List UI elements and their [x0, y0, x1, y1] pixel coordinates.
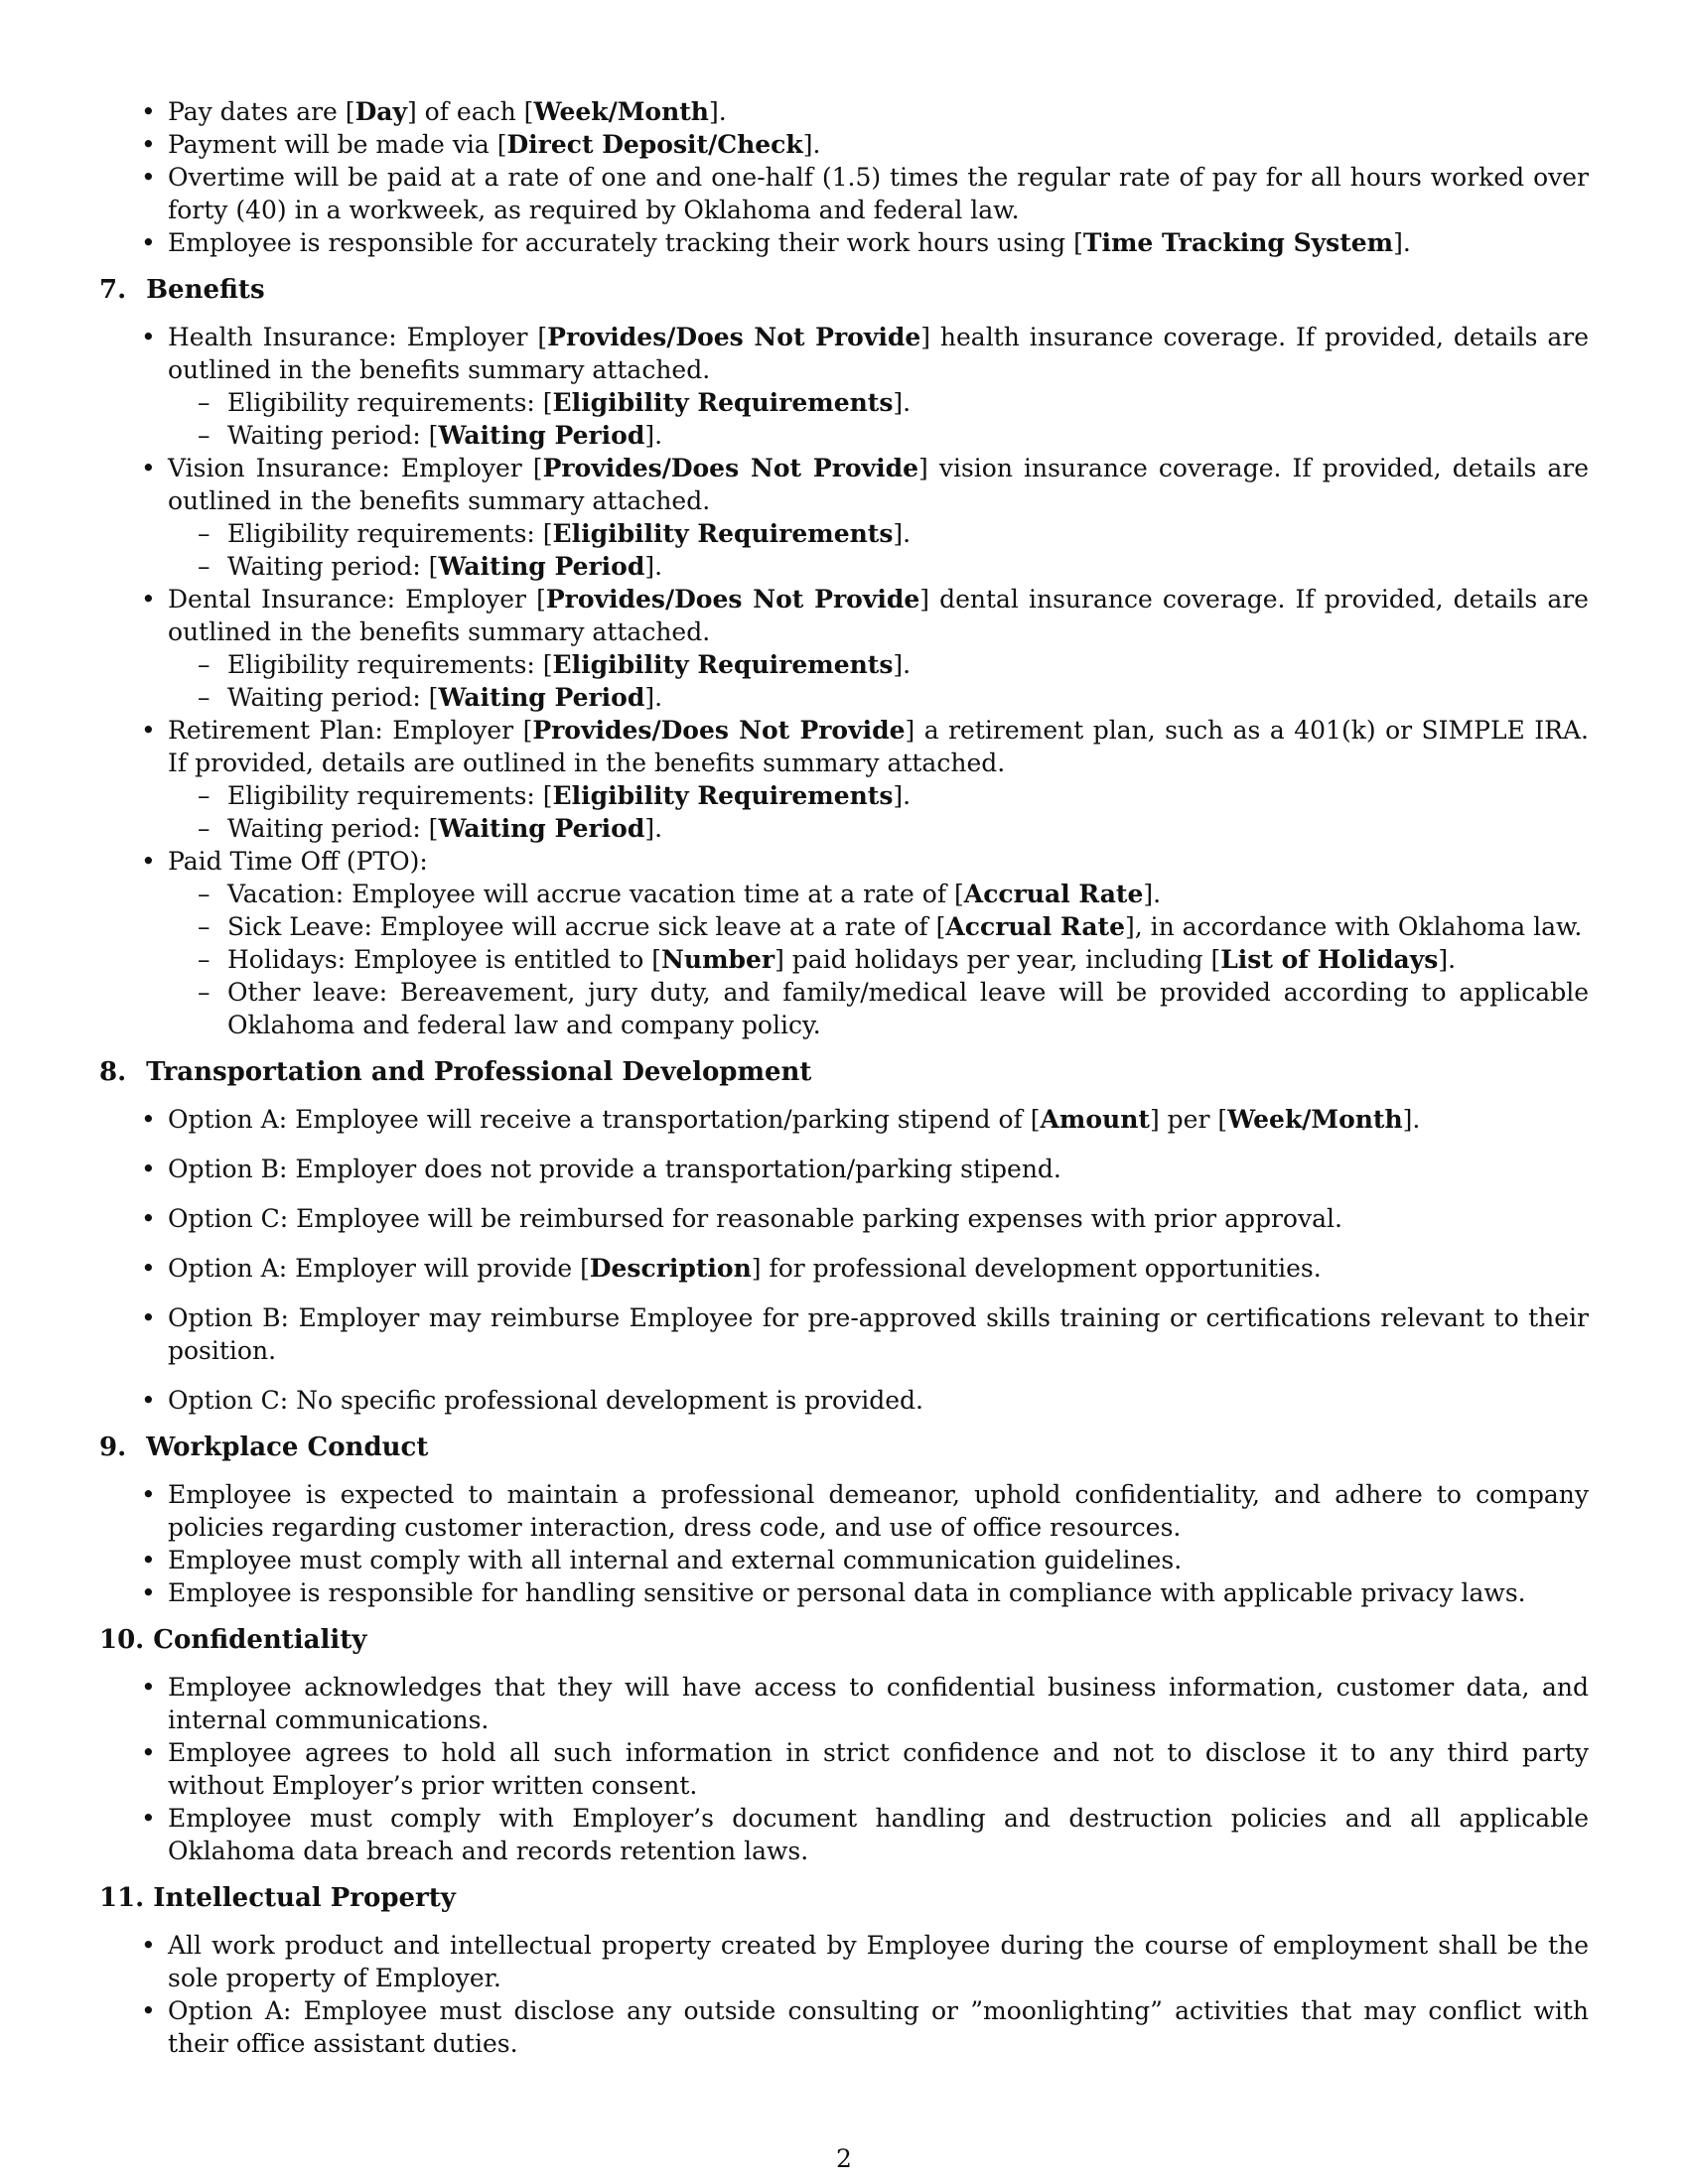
list-item [99, 1252, 1589, 1285]
text-segment: ]. [893, 650, 912, 679]
sub-list-item [168, 517, 1589, 550]
text-segment: ] dental insurance coverage. If provided, details are outlined in the benefits summary attached. [168, 585, 1589, 646]
list-item [99, 1202, 1589, 1235]
text-segment: ]. [802, 130, 821, 159]
text-segment: ] per [ [1149, 1105, 1228, 1134]
text-segment: ]. [644, 814, 663, 843]
list-item [99, 1671, 1589, 1736]
sub-list-item [168, 812, 1589, 845]
text-segment: All work product and intellectual property created by Employee during the course of employment shall be the sole property of Employer. [168, 1931, 1589, 1992]
placeholder-field: Waiting Period [438, 683, 645, 712]
sub-list-item [168, 910, 1589, 943]
placeholder-field: Week/Month [1227, 1105, 1403, 1134]
placeholder-field: Provides/Does Not Provide [547, 323, 921, 351]
text-segment: ]. [644, 683, 663, 712]
text-segment: ] health insurance coverage. If provided, details are outlined in the benefits summary attached. [168, 323, 1589, 384]
placeholder-field: Waiting Period [438, 421, 645, 450]
text-segment: ] for professional development opportunities. [751, 1254, 1322, 1283]
sub-list-item [168, 976, 1589, 1041]
text-segment: ]. [644, 421, 663, 450]
placeholder-field: Accrual Rate [963, 880, 1144, 908]
text-segment: Option B: Employer does not provide a transportation/parking stipend. [168, 1155, 1061, 1183]
sub-list-item [168, 878, 1589, 910]
pay-list [99, 95, 1589, 259]
list-item [99, 1153, 1589, 1185]
text-segment: Sick Leave: Employee will accrue sick leave at a rate of [ [227, 912, 946, 941]
placeholder-field: Week/Month [533, 97, 709, 126]
text-segment: Option A: Employee will receive a transportation/parking stipend of [ [168, 1105, 1041, 1134]
list-item [99, 452, 1589, 583]
text-segment: Option C: Employee will be reimbursed for reasonable parking expenses with prior approval. [168, 1204, 1342, 1233]
text-segment: ]. [644, 552, 663, 581]
section-heading-conduct: 9. Workplace Conduct [99, 1433, 429, 1462]
conduct-list [99, 1478, 1589, 1609]
placeholder-field: Waiting Period [438, 814, 645, 843]
list-item [99, 714, 1589, 845]
text-segment: Employee must comply with all internal and external communication guidelines. [168, 1546, 1183, 1574]
text-segment: Pay dates are [ [168, 97, 355, 126]
sub-list [168, 779, 1589, 845]
placeholder-field: Time Tracking System [1082, 228, 1394, 257]
text-segment: Employee must comply with Employer’s document handling and destruction policies and all applicable Oklahoma data breach and records retention laws. [168, 1804, 1589, 1865]
text-segment: ]. [893, 781, 912, 810]
text-segment: Paid Time Off (PTO): [168, 847, 428, 876]
text-segment: ] vision insurance coverage. If provided, details are outlined in the benefits summary attached. [168, 454, 1590, 515]
list-item [99, 321, 1589, 452]
list-item [99, 95, 1589, 128]
placeholder-field: Provides/Does Not Provide [532, 716, 906, 745]
placeholder-field: Eligibility Requirements [552, 388, 894, 417]
text-segment: Employee is responsible for accurately tracking their work hours using [ [168, 228, 1083, 257]
text-segment: Waiting period: [ [227, 552, 439, 581]
text-segment: ]. [1143, 880, 1162, 908]
text-segment: Overtime will be paid at a rate of one and one-half (1.5) times the regular rate of pay for all hours worked over forty (40) in a workweek, as required by Oklahoma and federal law. [168, 163, 1589, 224]
text-segment: Other leave: Bereavement, jury duty, and family/medical leave will be provided according to applicable Oklahoma and federal law and company policy. [227, 978, 1589, 1039]
list-item [99, 1478, 1589, 1544]
text-segment: ]. [1393, 228, 1411, 257]
text-segment: ]. [1402, 1105, 1421, 1134]
placeholder-field: Provides/Does Not Provide [542, 454, 918, 482]
benefits-list [99, 321, 1589, 1041]
sub-list [168, 648, 1589, 714]
text-segment: Employee agrees to hold all such information in strict confidence and not to disclose it to any third party without Employer’s prior written consent. [168, 1738, 1589, 1800]
sub-list-item [168, 419, 1589, 452]
text-segment: Dental Insurance: Employer [ [168, 585, 546, 614]
text-segment: Eligibility requirements: [ [227, 650, 553, 679]
text-segment: Health Insurance: Employer [ [168, 323, 548, 351]
text-segment: Retirement Plan: Employer [ [168, 716, 533, 745]
text-segment: Option C: No specific professional development is provided. [168, 1386, 923, 1415]
confidentiality-list [99, 1671, 1589, 1867]
placeholder-field: List of Holidays [1220, 945, 1439, 974]
placeholder-field: Waiting Period [438, 552, 645, 581]
sub-list-item [168, 943, 1589, 976]
sub-list [168, 517, 1589, 583]
section-heading-benefits: 7. Benefits [99, 275, 265, 305]
list-item [99, 226, 1589, 259]
list-item [99, 161, 1589, 226]
placeholder-field: Day [354, 97, 407, 126]
text-segment: ] a retirement plan, such as a 401(k) or SIMPLE IRA. If provided, details are outlined in the benefits summary attached. [168, 716, 1589, 777]
text-segment: ], in accordance with Oklahoma law. [1124, 912, 1583, 941]
placeholder-field: Direct Deposit/Check [506, 130, 803, 159]
text-segment: Payment will be made via [ [168, 130, 507, 159]
page-number: 2 [836, 2144, 852, 2173]
placeholder-field: Eligibility Requirements [552, 519, 894, 548]
text-segment: Eligibility requirements: [ [227, 519, 553, 548]
text-segment: Option A: Employer will provide [ [168, 1254, 590, 1283]
text-segment: Employee acknowledges that they will have access to confidential business information, customer data, and internal communications. [168, 1673, 1589, 1734]
text-segment: Employee is responsible for handling sensitive or personal data in compliance with applicable privacy laws. [168, 1578, 1526, 1607]
sub-list [168, 878, 1589, 1041]
text-segment: Eligibility requirements: [ [227, 388, 553, 417]
text-segment: Waiting period: [ [227, 814, 439, 843]
text-segment: Option B: Employer may reimburse Employee for pre-approved skills training or certifications relevant to their position. [168, 1303, 1589, 1365]
list-item [99, 128, 1589, 161]
list-item [99, 1384, 1589, 1417]
list-item [99, 845, 1589, 1041]
sub-list-item [168, 386, 1589, 419]
transportation-list [99, 1103, 1589, 1417]
text-segment: Option A: Employee must disclose any outside consulting or ”moonlighting” activities that may conflict with their office assistant duties. [168, 1996, 1589, 2058]
placeholder-field: Eligibility Requirements [552, 781, 894, 810]
sub-list-item [168, 550, 1589, 583]
sub-list [168, 386, 1589, 452]
sub-list-item [168, 681, 1589, 714]
text-segment: ] of each [ [406, 97, 534, 126]
list-item [99, 1994, 1589, 2060]
list-item [99, 1736, 1589, 1802]
list-item [99, 1929, 1589, 1994]
placeholder-field: Provides/Does Not Provide [545, 585, 920, 614]
sub-list-item [168, 779, 1589, 812]
list-item [99, 1301, 1589, 1367]
text-segment: Eligibility requirements: [ [227, 781, 553, 810]
text-segment: Employee is expected to maintain a professional demeanor, uphold confidentiality, and adhere to company policies regarding customer interaction, dress code, and use of office resources. [168, 1480, 1589, 1542]
text-segment: ]. [709, 97, 727, 126]
text-segment: Vacation: Employee will accrue vacation time at a rate of [ [227, 880, 964, 908]
placeholder-field: Number [661, 945, 775, 974]
placeholder-field: Amount [1040, 1105, 1150, 1134]
list-item [99, 1576, 1589, 1609]
list-item [99, 583, 1589, 714]
text-segment: Waiting period: [ [227, 421, 439, 450]
placeholder-field: Eligibility Requirements [552, 650, 894, 679]
text-segment: ] paid holidays per year, including [ [774, 945, 1221, 974]
document-page [99, 95, 1589, 2060]
ip-list [99, 1929, 1589, 2060]
text-segment: ]. [893, 519, 912, 548]
text-segment: Vision Insurance: Employer [ [168, 454, 543, 482]
text-segment: Holidays: Employee is entitled to [ [227, 945, 662, 974]
text-segment: ]. [1438, 945, 1457, 974]
text-segment: ]. [893, 388, 912, 417]
list-item [99, 1544, 1589, 1576]
placeholder-field: Accrual Rate [945, 912, 1125, 941]
list-item [99, 1802, 1589, 1867]
placeholder-field: Description [589, 1254, 752, 1283]
section-heading-transportation: 8. Transportation and Professional Development [99, 1057, 812, 1087]
sub-list-item [168, 648, 1589, 681]
text-segment: Waiting period: [ [227, 683, 439, 712]
list-item [99, 1103, 1589, 1136]
section-heading-confidentiality: 10. Confidentiality [99, 1625, 367, 1655]
section-heading-ip: 11. Intellectual Property [99, 1883, 456, 1913]
